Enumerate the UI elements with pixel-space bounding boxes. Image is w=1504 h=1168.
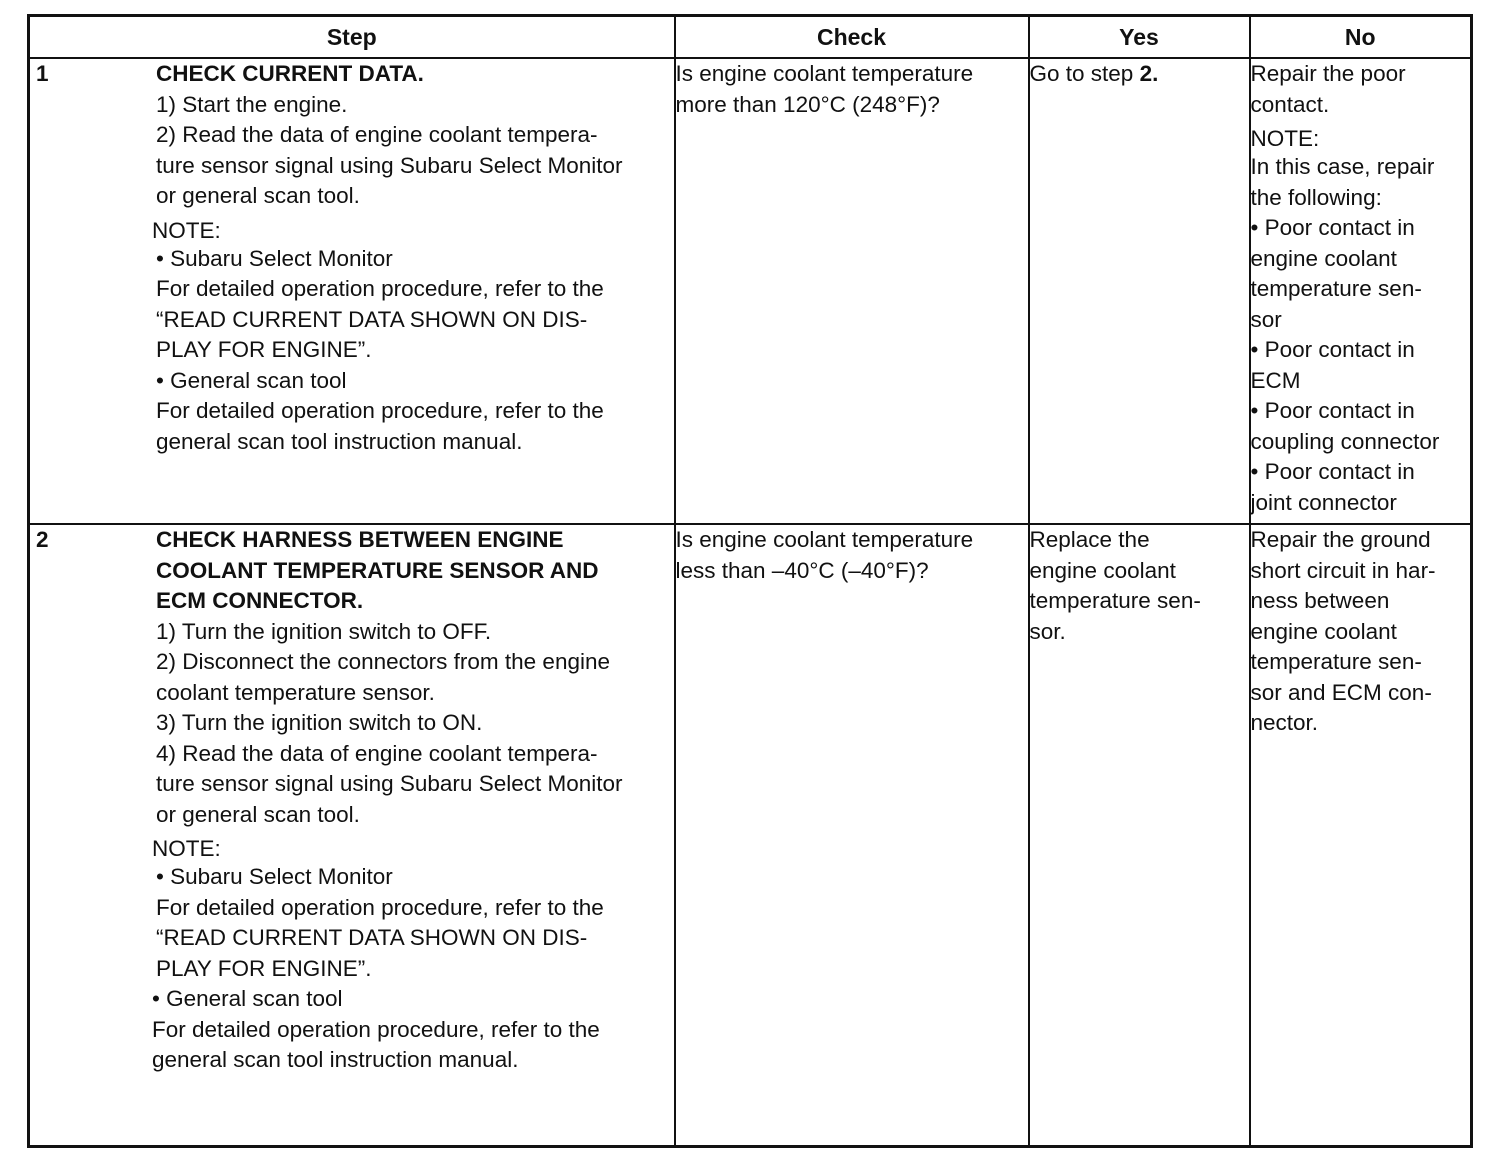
note-line: For detailed operation procedure, refer to the bbox=[156, 398, 604, 423]
check-line: Is engine coolant temperature bbox=[675, 61, 974, 86]
note-line: • General scan tool bbox=[156, 367, 347, 393]
yes-line bbox=[1030, 59, 1249, 90]
header-row bbox=[29, 16, 1472, 59]
note-label: NOTE: bbox=[152, 836, 221, 861]
step-title: CHECK HARNESS BETWEEN ENGINE bbox=[156, 527, 564, 552]
no-note-line: • Poor contact in bbox=[1250, 459, 1415, 484]
note-block bbox=[152, 218, 670, 244]
note-line: general scan tool instruction manual. bbox=[156, 428, 523, 454]
step-line: or general scan tool. bbox=[156, 183, 360, 208]
step-number: 1 bbox=[36, 61, 49, 86]
step-title: COOLANT TEMPERATURE SENSOR AND bbox=[156, 557, 599, 583]
note-line: “READ CURRENT DATA SHOWN ON DIS- bbox=[156, 306, 588, 332]
yes-cell bbox=[1029, 524, 1250, 1147]
no-line: nector. bbox=[1250, 710, 1319, 735]
header-check: Check bbox=[675, 16, 1029, 59]
table-row bbox=[29, 58, 1472, 524]
note-line: • Subaru Select Monitor bbox=[156, 245, 393, 271]
step-line: 1) Turn the ignition switch to OFF. bbox=[156, 618, 492, 644]
check-line: less than –40°C (–40°F)? bbox=[675, 557, 929, 583]
step-line: ture sensor signal using Subaru Select Monitor bbox=[156, 152, 623, 178]
step-line: or general scan tool. bbox=[156, 801, 360, 827]
note-block bbox=[152, 836, 670, 862]
no-line: Repair the poor bbox=[1250, 61, 1406, 86]
no-line: temperature sen- bbox=[1250, 649, 1422, 674]
no-note-line: coupling connector bbox=[1250, 428, 1440, 454]
no-line: sor and ECM con- bbox=[1250, 679, 1432, 705]
yes-prefix: Go to step bbox=[1029, 61, 1140, 86]
no-cell bbox=[1250, 58, 1472, 524]
table-row bbox=[29, 524, 1472, 1147]
note-line: • Subaru Select Monitor bbox=[156, 864, 393, 889]
step-line: 4) Read the data of engine coolant tempera- bbox=[156, 740, 598, 766]
step-cell bbox=[29, 524, 675, 1147]
note-line: general scan tool instruction manual. bbox=[152, 1047, 519, 1072]
check-cell bbox=[675, 524, 1029, 1147]
no-note-line: ECM bbox=[1250, 367, 1301, 393]
step-line: 2) Read the data of engine coolant tempera- bbox=[156, 122, 598, 147]
note-line: For detailed operation procedure, refer to the bbox=[156, 894, 604, 920]
no-note-label: NOTE: bbox=[1250, 126, 1320, 151]
note-line: “READ CURRENT DATA SHOWN ON DIS- bbox=[156, 925, 588, 950]
check-line: Is engine coolant temperature bbox=[675, 527, 974, 552]
header-step: Step bbox=[29, 16, 675, 59]
step-line: 1) Start the engine. bbox=[156, 91, 348, 117]
yes-line: Replace the bbox=[1029, 527, 1150, 552]
note-line: For detailed operation procedure, refer to the bbox=[156, 276, 604, 301]
yes-step-ref: 2. bbox=[1139, 61, 1159, 86]
no-note-block bbox=[1251, 126, 1471, 152]
header-yes: Yes bbox=[1029, 16, 1250, 59]
step-line: ture sensor signal using Subaru Select Monitor bbox=[156, 771, 623, 796]
no-note-line: temperature sen- bbox=[1250, 276, 1422, 301]
no-line: ness between bbox=[1250, 588, 1390, 613]
no-line: engine coolant bbox=[1250, 618, 1397, 644]
no-note-line: • Poor contact in bbox=[1250, 398, 1415, 423]
no-note-line: the following: bbox=[1250, 184, 1382, 210]
no-line: contact. bbox=[1250, 91, 1330, 117]
step-cell bbox=[29, 58, 675, 524]
note-line: For detailed operation procedure, refer to the bbox=[152, 1016, 600, 1042]
no-cell bbox=[1250, 524, 1472, 1147]
check-line: more than 120°C (248°F)? bbox=[675, 91, 940, 117]
no-note-line: • Poor contact in bbox=[1250, 337, 1415, 362]
step-line: 2) Disconnect the connectors from the engine bbox=[156, 649, 610, 674]
step-title: ECM CONNECTOR. bbox=[156, 588, 364, 613]
note-line: • General scan tool bbox=[152, 986, 343, 1011]
yes-line: engine coolant bbox=[1029, 557, 1176, 583]
yes-line: temperature sen- bbox=[1029, 588, 1201, 613]
diagnostic-table bbox=[27, 14, 1473, 1148]
no-note-line: engine coolant bbox=[1250, 245, 1397, 271]
no-note-line: sor bbox=[1250, 306, 1282, 332]
step-line: coolant temperature sensor. bbox=[156, 679, 435, 705]
no-note-line: • Poor contact in bbox=[1250, 215, 1415, 240]
note-line: PLAY FOR ENGINE”. bbox=[156, 955, 372, 981]
yes-cell bbox=[1029, 58, 1250, 524]
yes-line: sor. bbox=[1029, 618, 1066, 644]
no-line: Repair the ground bbox=[1250, 527, 1431, 552]
note-label: NOTE: bbox=[152, 217, 221, 243]
header-no: No bbox=[1250, 16, 1472, 59]
step-line: 3) Turn the ignition switch to ON. bbox=[156, 710, 483, 735]
step-title: CHECK CURRENT DATA. bbox=[156, 61, 424, 86]
no-line: short circuit in har- bbox=[1250, 557, 1436, 583]
no-note-line: In this case, repair bbox=[1250, 154, 1435, 179]
no-note-line: joint connector bbox=[1250, 489, 1397, 515]
check-cell bbox=[675, 58, 1029, 524]
note-line: PLAY FOR ENGINE”. bbox=[156, 337, 372, 362]
step-number: 2 bbox=[36, 527, 49, 552]
